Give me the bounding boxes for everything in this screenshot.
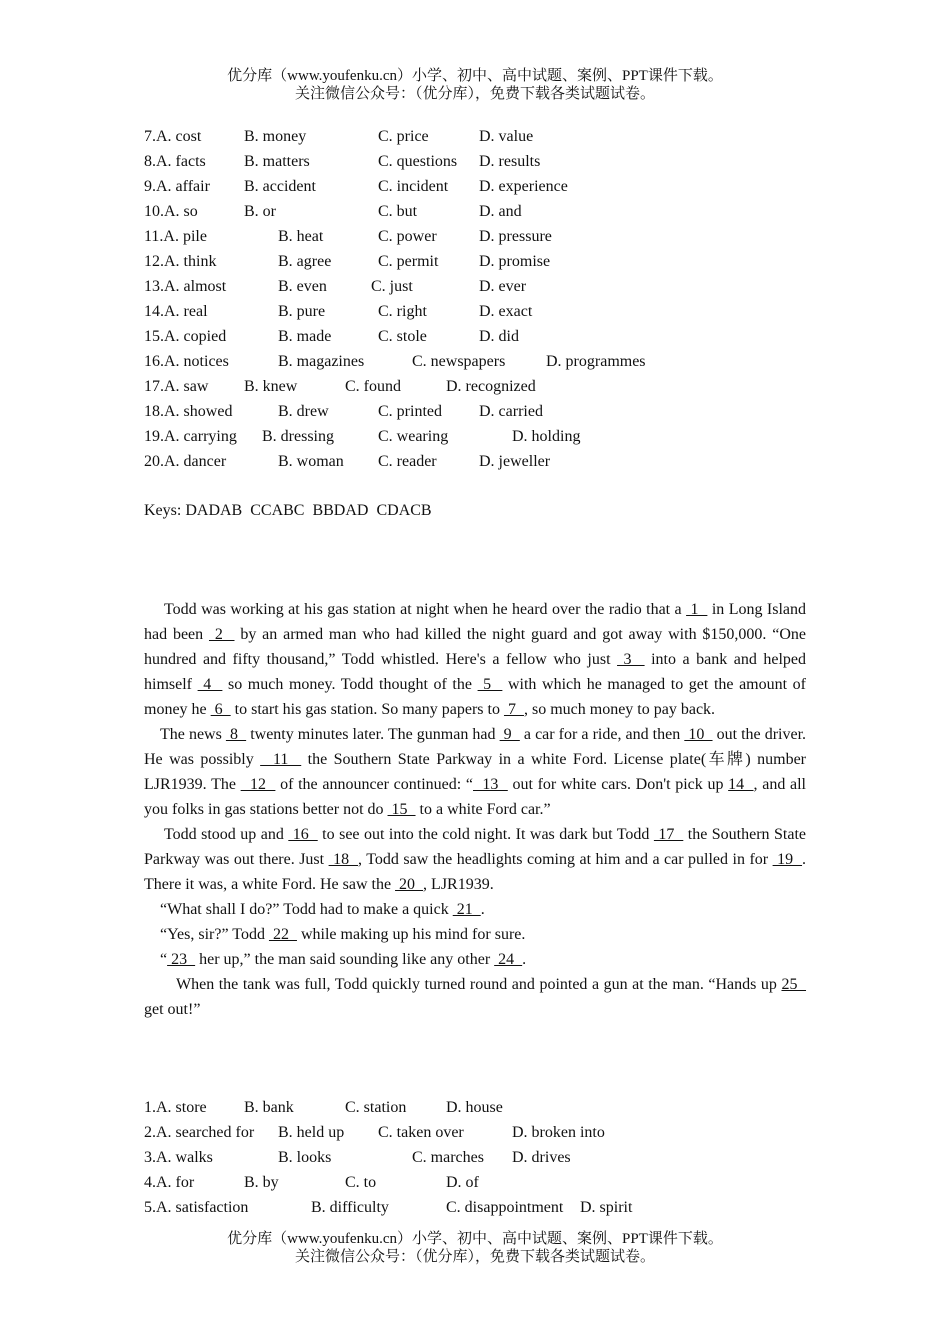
option-d: D. spirit bbox=[580, 1199, 633, 1216]
option-c: C. taken over bbox=[378, 1124, 464, 1141]
option-c: C. incident bbox=[378, 178, 449, 195]
blank-14: 14 bbox=[728, 776, 754, 793]
option-c: C. disappointment bbox=[446, 1199, 564, 1216]
blank-19: 19 bbox=[772, 851, 803, 868]
option-a: 10.A. so bbox=[144, 203, 198, 220]
option-b: B. magazines bbox=[278, 353, 365, 370]
option-c: C. station bbox=[345, 1099, 407, 1116]
header-line-2: 关注微信公众号：（优分库），免费下载各类试题试卷。 bbox=[294, 86, 655, 102]
option-d: D. promise bbox=[479, 253, 551, 270]
option-c: C. but bbox=[378, 203, 418, 220]
option-a: 17.A. saw bbox=[144, 378, 209, 395]
option-d: D. house bbox=[446, 1099, 503, 1116]
option-b: B. heat bbox=[278, 228, 324, 245]
blank-22: 22 bbox=[268, 926, 297, 943]
option-b: B. pure bbox=[278, 303, 326, 320]
cloze-passage bbox=[144, 597, 806, 1022]
option-b: B. or bbox=[244, 203, 276, 220]
blank-4: 4 bbox=[197, 676, 223, 693]
option-a: 8.A. facts bbox=[144, 153, 206, 170]
option-a: 12.A. think bbox=[144, 253, 217, 270]
blank-18: 18 bbox=[328, 851, 359, 868]
blank-5: 5 bbox=[477, 676, 503, 693]
blank-20: 20 bbox=[395, 876, 424, 893]
blank-12: 12 bbox=[240, 776, 276, 793]
option-d: D. programmes bbox=[546, 353, 646, 370]
paragraph-2: The news 8 twenty minutes later. The gunman had 9 a car for a ride, and then 10 out the driver. He was possibly 11 the Southern State Parkway in a white Ford. License plate(车牌) number LJR1939. The 12 of the announcer continued: “ 13 out for white cars. Don't pick up 14 , and all you folks in gas stations better not do 15 to a white Ford car.” bbox=[144, 726, 807, 818]
option-c: C. power bbox=[378, 228, 437, 245]
blank-25: 25 bbox=[781, 976, 807, 993]
option-a: 16.A. notices bbox=[144, 353, 229, 370]
option-d: D. and bbox=[479, 203, 522, 220]
option-d: D. experience bbox=[479, 178, 568, 195]
option-a: 2.A. searched for bbox=[144, 1124, 255, 1141]
option-a: 13.A. almost bbox=[144, 278, 227, 295]
option-b: B. held up bbox=[278, 1124, 345, 1141]
option-d: D. of bbox=[446, 1174, 479, 1191]
option-d: D. results bbox=[479, 153, 541, 170]
option-a: 7.A. cost bbox=[144, 128, 202, 145]
option-d: D. value bbox=[479, 128, 534, 145]
option-c: C. wearing bbox=[378, 428, 449, 445]
option-c: C. reader bbox=[378, 453, 437, 470]
option-a: 3.A. walks bbox=[144, 1149, 213, 1166]
option-b: B. by bbox=[244, 1174, 279, 1191]
option-c: C. marches bbox=[412, 1149, 484, 1166]
option-b: B. made bbox=[278, 328, 332, 345]
page-header bbox=[0, 67, 950, 103]
option-a: 19.A. carrying bbox=[144, 428, 237, 445]
blank-3: 3 bbox=[617, 651, 645, 668]
option-a: 20.A. dancer bbox=[144, 453, 227, 470]
option-c: C. newspapers bbox=[412, 353, 506, 370]
option-d: D. holding bbox=[512, 428, 581, 445]
option-d: D. recognized bbox=[446, 378, 536, 395]
option-a: 5.A. satisfaction bbox=[144, 1199, 249, 1216]
option-d: D. carried bbox=[479, 403, 543, 420]
option-a: 14.A. real bbox=[144, 303, 208, 320]
option-c: C. permit bbox=[378, 253, 439, 270]
option-a: 1.A. store bbox=[144, 1099, 207, 1116]
option-c: C. stole bbox=[378, 328, 427, 345]
blank-15: 15 bbox=[387, 801, 416, 818]
blank-9: 9 bbox=[499, 726, 520, 743]
page-footer bbox=[0, 1230, 950, 1266]
blank-6: 6 bbox=[210, 701, 231, 718]
option-b: B. even bbox=[278, 278, 327, 295]
paragraph-4: “What shall I do?” Todd had to make a quick 21 . bbox=[160, 901, 485, 918]
blank-11: 11 bbox=[260, 751, 302, 768]
option-a: 11.A. pile bbox=[144, 228, 207, 245]
option-b: B. dressing bbox=[262, 428, 334, 445]
option-c: C. right bbox=[378, 303, 427, 320]
option-a: 18.A. showed bbox=[144, 403, 233, 420]
option-b: B. difficulty bbox=[311, 1199, 389, 1216]
blank-13: 13 bbox=[473, 776, 508, 793]
answer-keys: Keys: DADAB CCABC BBDAD CDACB bbox=[144, 502, 432, 519]
paragraph-3: Todd stood up and 16 to see out into the cold night. It was dark but Todd 17 the Southern State Parkway was out there. Just 18 , Todd saw the headlights coming at him and a car pulled in for 19 . There it was, a white Ford. He saw the 20 , LJR1939. bbox=[144, 826, 807, 893]
option-c: C. just bbox=[371, 278, 413, 295]
option-b: B. accident bbox=[244, 178, 316, 195]
blank-23: 23 bbox=[167, 951, 196, 968]
blank-17: 17 bbox=[653, 826, 684, 843]
footer-line-2: 关注微信公众号：（优分库），免费下载各类试题试卷。 bbox=[294, 1249, 655, 1265]
blank-24: 24 bbox=[494, 951, 523, 968]
footer-line-1: 优分库（www.youfenku.cn）小学、初中、高中试题、案例、PPT课件下载。 bbox=[227, 1231, 723, 1247]
header-line-1: 优分库（www.youfenku.cn）小学、初中、高中试题、案例、PPT课件下载。 bbox=[227, 68, 723, 84]
blank-16: 16 bbox=[288, 826, 318, 843]
option-b: B. looks bbox=[278, 1149, 332, 1166]
option-d: D. did bbox=[479, 328, 519, 345]
option-b: B. money bbox=[244, 128, 307, 145]
option-b: B. knew bbox=[244, 378, 298, 395]
option-b: B. woman bbox=[278, 453, 344, 470]
option-b: B. bank bbox=[244, 1099, 294, 1116]
paragraph-6: “ 23 her up,” the man said sounding like any other 24 . bbox=[160, 951, 527, 968]
option-d: D. exact bbox=[479, 303, 533, 320]
option-c: C. printed bbox=[378, 403, 442, 420]
blank-2: 2 bbox=[208, 626, 235, 643]
paragraph-1: Todd was working at his gas station at night when he heard over the radio that a 1 in Long Island had been 2 by an armed man who had killed the night guard and got away with $150,000. “One hundred and fifty thousand,” Todd whistled. Here's a fellow who just 3 into a bank and helped himself 4 so much money. Todd thought of the 5 with which he managed to get the amount of money he 6 to start his gas station. So many papers to 7 , so much money to pay back. bbox=[144, 601, 807, 718]
option-d: D. drives bbox=[512, 1149, 571, 1166]
option-d: D. pressure bbox=[479, 228, 552, 245]
option-b: B. drew bbox=[278, 403, 329, 420]
paragraph-5: “Yes, sir?” Todd 22 while making up his mind for sure. bbox=[160, 926, 526, 943]
blank-1: 1 bbox=[686, 601, 708, 618]
blank-7: 7 bbox=[503, 701, 524, 718]
option-c: C. found bbox=[345, 378, 401, 395]
blank-21: 21 bbox=[452, 901, 481, 918]
option-b: B. matters bbox=[244, 153, 310, 170]
blank-10: 10 bbox=[684, 726, 713, 743]
option-d: D. broken into bbox=[512, 1124, 605, 1141]
paragraph-7: When the tank was full, Todd quickly turned round and pointed a gun at the man. “Hands up 25 get out!” bbox=[144, 976, 807, 1018]
option-a: 4.A. for bbox=[144, 1174, 195, 1191]
option-c: C. to bbox=[345, 1174, 377, 1191]
option-d: D. jeweller bbox=[479, 453, 551, 470]
option-c: C. questions bbox=[378, 153, 458, 170]
option-b: B. agree bbox=[278, 253, 332, 270]
option-c: C. price bbox=[378, 128, 429, 145]
option-d: D. ever bbox=[479, 278, 527, 295]
blank-8: 8 bbox=[225, 726, 247, 743]
option-a: 15.A. copied bbox=[144, 328, 227, 345]
option-a: 9.A. affair bbox=[144, 178, 210, 195]
